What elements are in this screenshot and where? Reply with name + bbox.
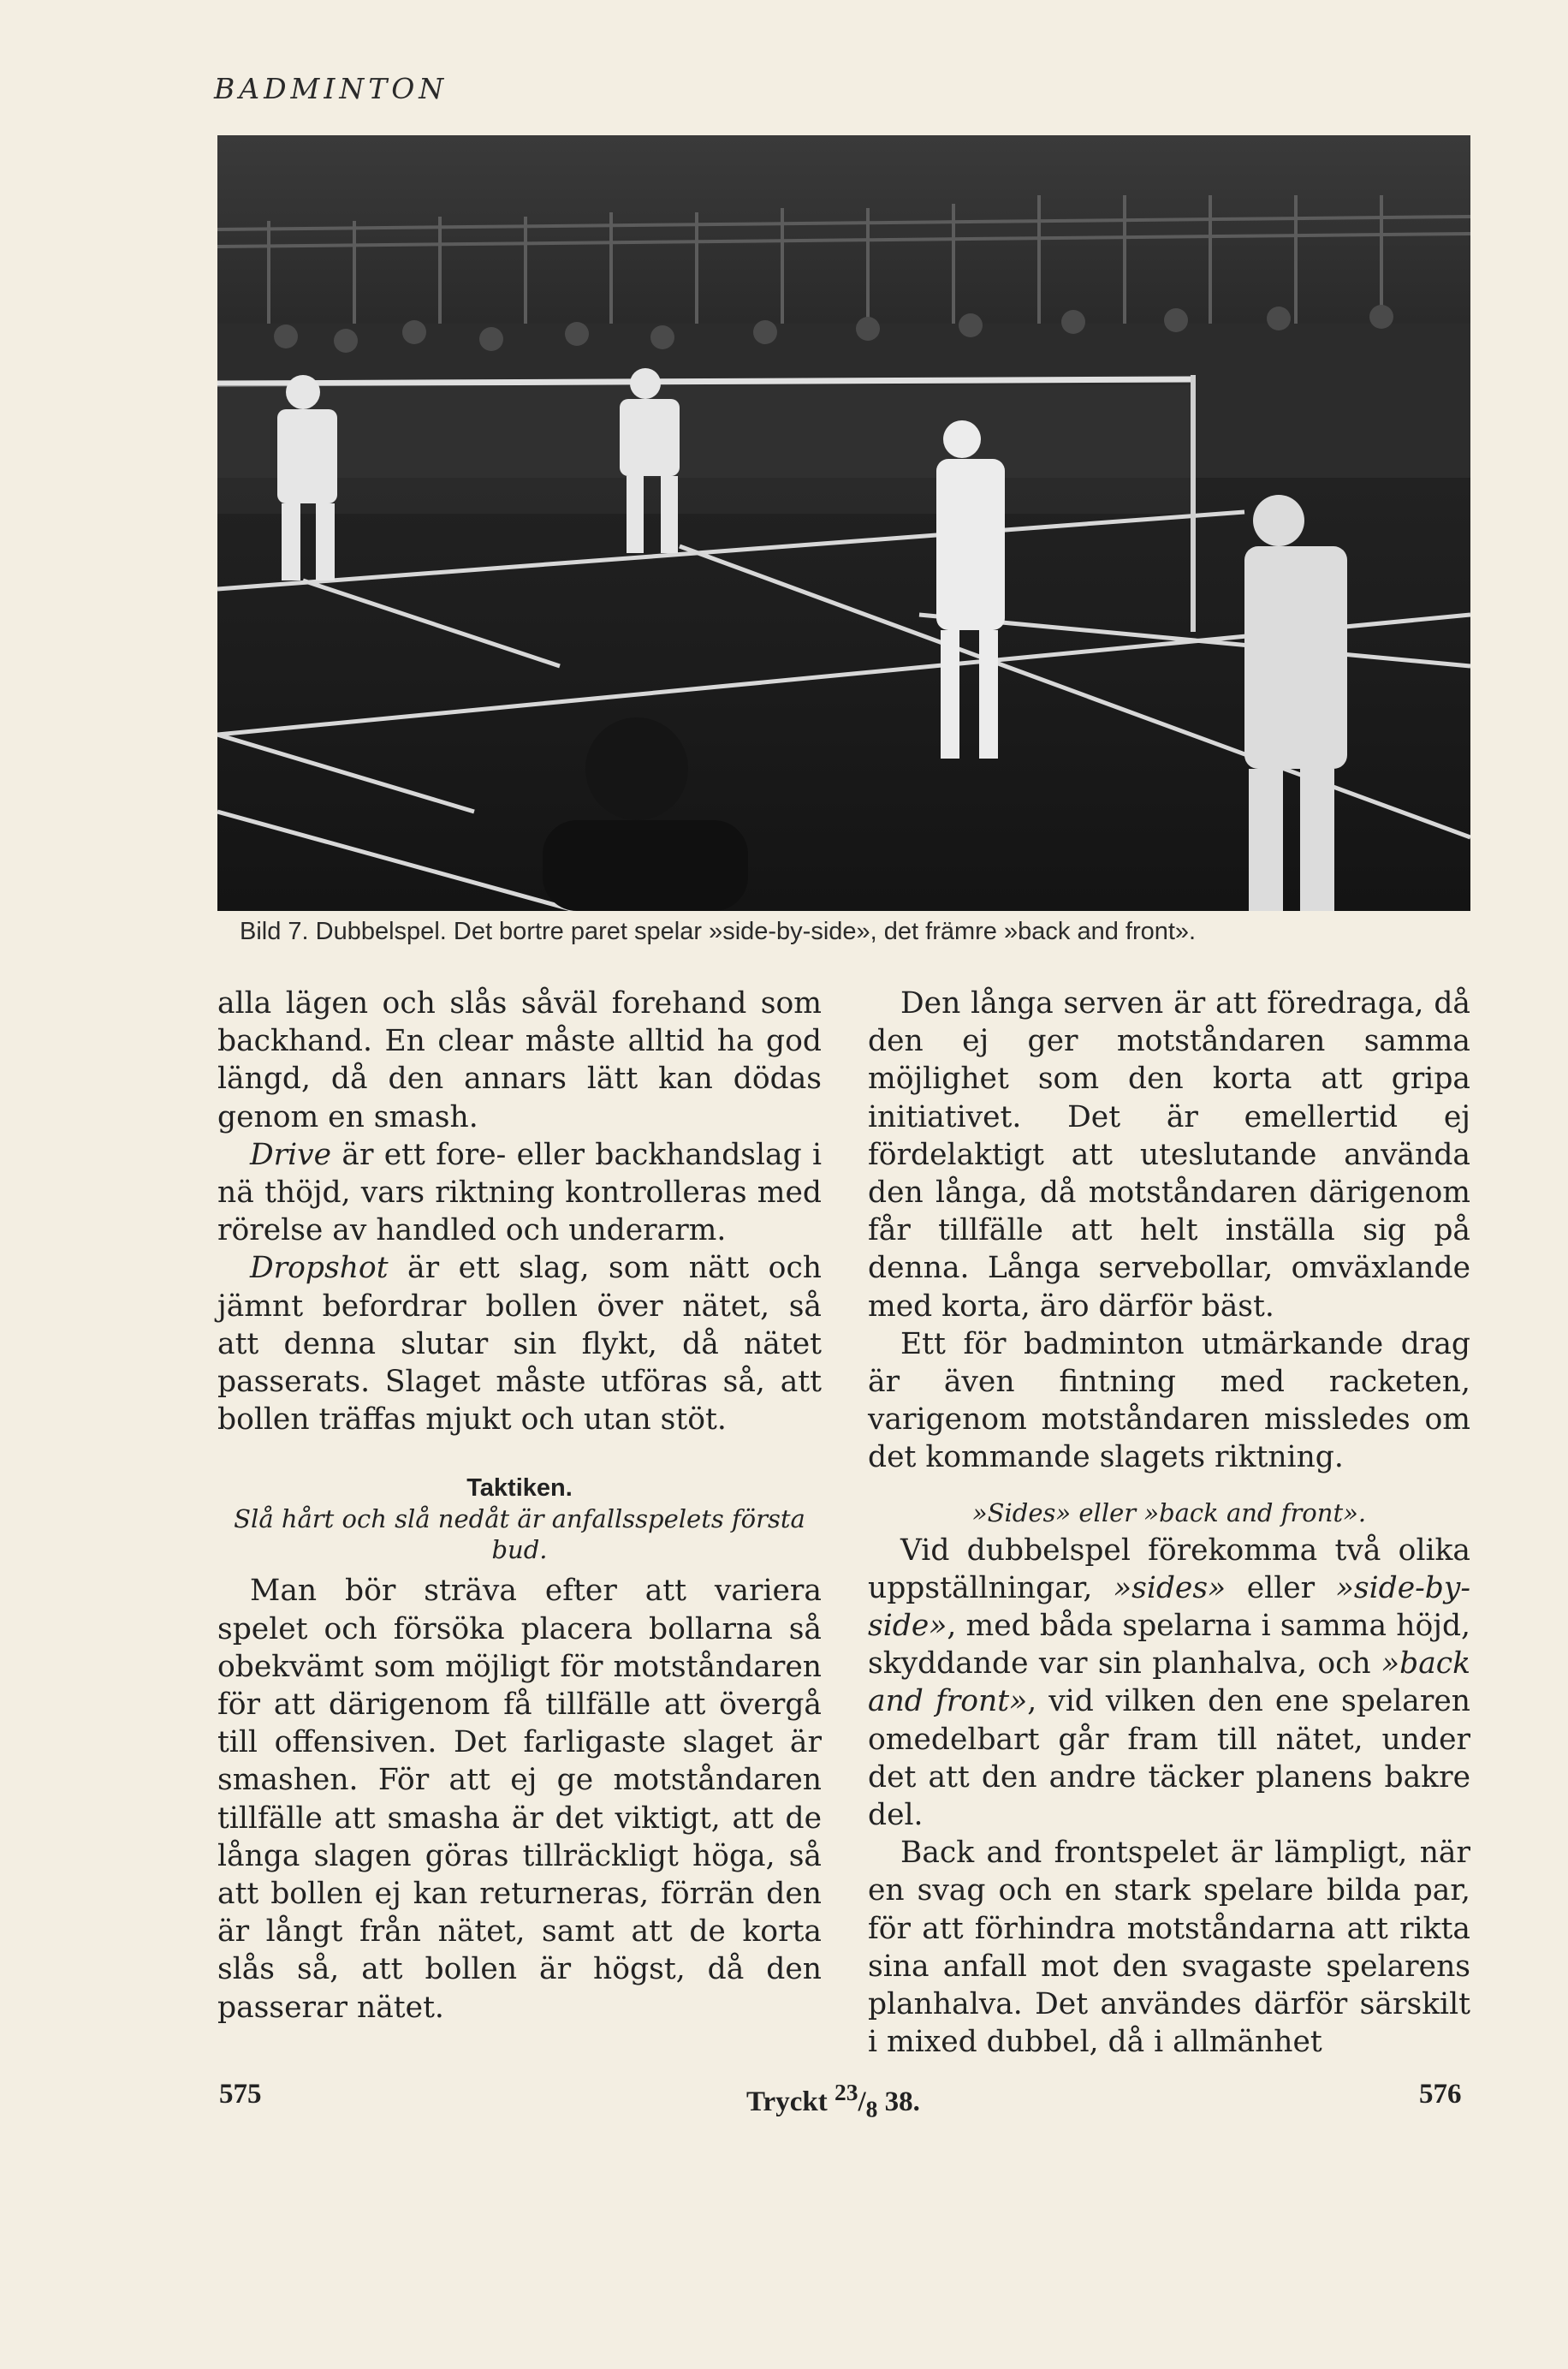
print-date: Tryckt $^{23}/_8$ 38.	[746, 2079, 920, 2122]
running-header: BADMINTON	[214, 72, 448, 105]
paragraph: Vid dubbelspel förekomma två olika uppställningar, »sides» eller »side-by-side», med båda spelarna i samma höjd, skyddande var sin planhalva, och »back and front», vid vilken den ene spelaren omedelbart går fram till nätet, under det att den andre täcker planens bakre del.	[868, 1533, 1471, 1833]
left-column	[217, 985, 822, 2027]
paragraph: Dropshot är ett slag, som nätt och jämnt befordrar bollen över nätet, så att denna slutar sin flykt, då nätet passerats. Slaget måste utföras så, att bollen träffas mjukt och utan stöt.	[217, 1251, 822, 1437]
paragraph: Back and frontspelet är lämpligt, när en svag och en stark spelare bilda par, för att förhindra motståndarna att rikta sina anfall mot den svagaste spelarens planhalva. Det användes därför särskilt i mixed dubbel, då i allmänhet	[868, 1836, 1470, 2060]
paragraph: Man bör sträva efter att variera spelet och försöka placera bollarna så obekvämt som möjligt för motståndaren för att därigenom få tillfälle att övergå till offensiven. Det farligaste slaget är smashen. För att ej ge motståndaren tillfälle att smasha är det viktigt, att de långa slagen göras tillräckligt höga, så att bollen ej kan returneras, förrän den är långt från nätet, samt att de korta slås så, att bollen är högst, då den passerar nätet.	[217, 1574, 822, 2025]
section-heading: »Sides» eller »back and front».	[971, 1497, 1367, 1527]
right-column	[868, 985, 1470, 2061]
page-number-left: 575	[219, 2079, 262, 2110]
badminton-photo	[217, 135, 1470, 911]
section-heading: Taktiken.	[466, 1474, 573, 1503]
figure-caption: Bild 7. Dubbelspel. Det bortre paret spelar »side-by-side», det främre »back and front».	[240, 918, 1197, 945]
paragraph: Den långa serven är att föredraga, då den ej ger motståndaren samma möjlighet som den korta att gripa initiativet. Det är emellertid ej fördelaktigt att uteslutande använda den långa, då motståndaren därigenom får tillfälle att helt inställa sig på denna. Långa servebollar, omväxlande med korta, äro därför bäst.	[868, 986, 1470, 1324]
paragraph: Ett för badminton utmärkande drag är även fintning med racketen, varigenom motståndaren missledes om det kommande slagets riktning.	[868, 1326, 1470, 1475]
section-subheading: Slå hårt och slå nedåt är anfallsspelets första bud.	[234, 1504, 805, 1565]
paragraph: alla lägen och slås såväl forehand som backhand. En clear måste alltid ha god längd, då den annars lätt kan dödas genom en smash.	[217, 986, 822, 1134]
page-number-right: 576	[1419, 2079, 1462, 2110]
term: Dropshot	[250, 1251, 389, 1286]
term: Drive	[250, 1137, 332, 1172]
paragraph: Drive är ett fore- eller backhandslag i nä thöjd, vars riktning kontrolleras med rörelse av handled och underarm.	[217, 1137, 822, 1248]
